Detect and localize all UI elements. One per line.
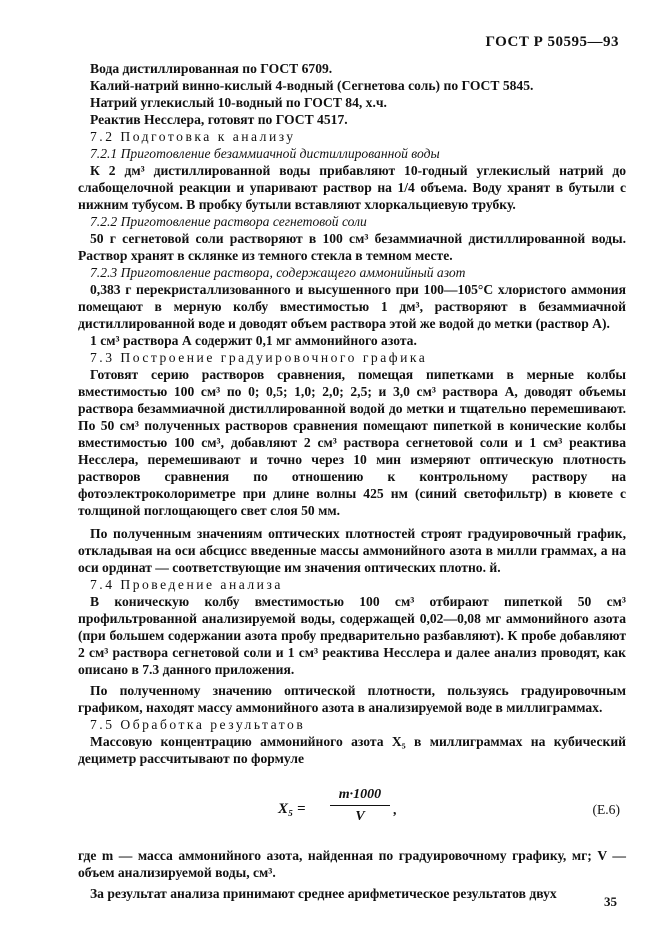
subsection-heading-7-2-2: 7.2.2 Приготовление раствора сегнетовой соли bbox=[90, 214, 367, 229]
subsection-heading-7-2-3: 7.2.3 Приготовление раствора, содержащего аммонийный азот bbox=[90, 265, 466, 280]
section-heading-7-4: 7.4 Проведение анализа bbox=[90, 577, 283, 592]
paragraph-7-3-2: По полученным значениям оптических плотностей строят градуировочный график, откладывая на оси абсцисс введенные массы аммонийного азота в милли граммах, а на оси ординат — соответствующие им значения оптических плотно. й. bbox=[78, 526, 626, 575]
formula-e6 bbox=[78, 781, 626, 835]
paragraph-7-5-2: За результат анализа принимают среднее арифметическое результатов двух bbox=[90, 886, 557, 901]
reagent-line: Вода дистиллированная по ГОСТ 6709. bbox=[90, 61, 333, 76]
formula-legend: где m — масса аммонийного азота, найденная по градуировочному графику, мг; V — объем анализируемой воды, см³. bbox=[78, 848, 626, 880]
formula-number: (Е.6) bbox=[592, 802, 620, 817]
formula-denominator: V bbox=[355, 809, 365, 824]
page-number: 35 bbox=[604, 894, 617, 909]
page-header: ГОСТ Р 50595—93 bbox=[485, 34, 619, 50]
subsection-heading-7-2-1: 7.2.1 Приготовление безаммиачной дистиллированной воды bbox=[90, 146, 440, 161]
paragraph-7-2-1: К 2 дм³ дистиллированной воды прибавляют 10-годный углекислый натрий до слабощелочной реакции и упаривают раствор на 1/4 объема. Воду хранят в бутыли с нижним тубусом. В пробку бутыли вставляют хлоркальциевую трубку. bbox=[78, 163, 626, 212]
paragraph-7-5-1: Массовую концентрацию аммонийного азота X₅ в миллиграммах на кубический дециметр рассчитывают по формуле bbox=[78, 734, 626, 766]
section-heading-7-2: 7.2 Подготовка к анализу bbox=[90, 129, 296, 144]
reagent-line: Реактив Несслера, готовят по ГОСТ 4517. bbox=[90, 112, 348, 127]
section-heading-7-3: 7.3 Построение градуировочного графика bbox=[90, 350, 428, 365]
reagent-line: Натрий углекислый 10-водный по ГОСТ 84, х.ч. bbox=[90, 95, 387, 110]
reagent-line: Калий-натрий винно-кислый 4-водный (Сегнетова соль) по ГОСТ 5845. bbox=[90, 78, 534, 93]
formula-comma: , bbox=[393, 802, 397, 817]
paragraph-7-4-1: В коническую колбу вместимостью 100 см³ отбирают пипеткой 50 см³ профильтрованной анализируемой воды, содержащей 0,02—0,08 мг аммонийного азота (при большем содержании азота пробу предварительно разбавляют). К пробе добавляют 2 см³ раствора сегнетовой соли и 1 см³ реактива Несслера и далее анализ проводят, как описано в 7.3 данного приложения. bbox=[78, 594, 626, 677]
paragraph-7-2-3: 0,383 г перекристаллизованного и высушенного при 100—105°С хлористого аммония помещают в мерную колбу вместимостью 1 дм³, растворяют в безаммиачной дистиллированной воде и доводят объем раствора этой же водой до метки (раствор А). bbox=[78, 282, 626, 331]
formula-numerator: m·1000 bbox=[330, 786, 390, 806]
paragraph-7-3-1: Готовят серию растворов сравнения, помещая пипетками в мерные колбы вместимостью 100 см³ по 0; 0,5; 1,0; 2,0; 2,5; и 3,0 см³ раствора А, доводят объемы раствора безаммиачной дистиллированной водой до метки и тщательно перемешивают. По 50 см³ полученных растворов сравнения помещают пипеткой в конические колбы вместимостью 100 см³, добавляют 2 см³ раствора сегнетовой соли и 1 см³ реактива Несслера, перемешивают и точно через 10 мин измеряют оптическую плотность растворов сравнения по отношению к контрольному раствору на фотоэлектроколориметре при длине волны 425 нм (синий светофильтр) в кювете с толщиной поглощающего свет слоя 50 мм. bbox=[78, 367, 626, 518]
paragraph-7-4-2: По полученному значению оптической плотности, пользуясь градуировочным графиком, находят массу аммонийного азота в анализируемой воде в миллиграммах. bbox=[78, 683, 626, 715]
formula-fraction bbox=[330, 786, 390, 825]
section-heading-7-5: 7.5 Обработка результатов bbox=[90, 717, 306, 732]
page-body bbox=[78, 60, 626, 902]
paragraph-7-2-2: 50 г сегнетовой соли растворяют в 100 см³ безаммиачной дистиллированной воды. Раствор хранят в склянке из темного стекла в темном месте. bbox=[78, 231, 626, 263]
paragraph-7-2-3-note: 1 см³ раствора А содержит 0,1 мг аммонийного азота. bbox=[90, 333, 417, 348]
formula-lhs: X₅ = bbox=[278, 801, 306, 817]
